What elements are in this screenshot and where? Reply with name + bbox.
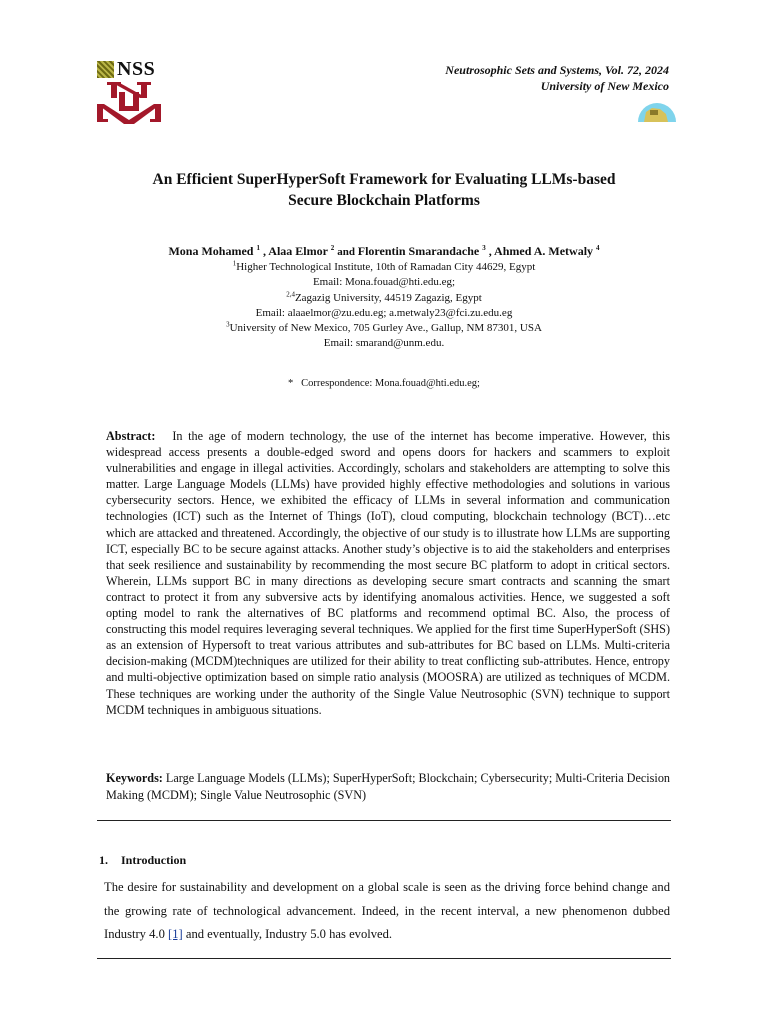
author-and: and [337, 246, 358, 258]
affiliation-line: $^1$Higher Technological Institute, 10th of Ramadan City 44629, Egypt [232, 259, 536, 273]
correspondence [60, 378, 708, 389]
section-divider [97, 820, 671, 821]
author-2-affil: 2 [330, 244, 335, 252]
intro-paragraph [104, 876, 670, 947]
nss-emblem-icon [97, 61, 114, 78]
author-list [60, 244, 708, 260]
page-bottom-divider [97, 958, 671, 959]
affiliations [60, 260, 708, 352]
journal-logo [97, 60, 167, 126]
intro-text-after: and eventually, Industry 5.0 has evolved. [182, 927, 393, 941]
author-3: Florentin Smarandache [357, 244, 480, 258]
correspondence-bullet: * [288, 378, 294, 389]
section-number: 1. [99, 853, 108, 867]
section-heading [99, 853, 186, 868]
keywords [106, 770, 670, 804]
section-title: Introduction [121, 853, 187, 867]
abstract-text: In the age of modern technology, the use of the internet has become imperative. However, this widespread access presents a double-edged sword and opens doors for hackers and scammers to exploit vulnerabilities and engage in illegal activities. Accordingly, scholars and stakeholders are attempting to solve this matter. Large Language Models (LLMs) have provided highly effective methodologies and solutions in various cybersecurity sectors. Hence, we exhibited the efficacy of LLMs in several information and communication technologies (ICT) such as the Internet of Things (IoT), cloud computing, blockchain technology (BCT)…etc which are attacked and threatened. Accordingly, the objective of our study is to illustrate how LLMs are supporting ICT, especially BC to be secure against attacks. Another study’s objective is to aid the stakeholders and enterprises that seek resilience and sustainability by recommending the most secure BC platform to adopt in critical sectors. Wherein, LLMs support BC in many directions as developing secure smart contracts and scanning the smart contract to protect it from any subversive acts by identifying anomalous activities. Hence, we suggested a soft opting model to rank the alternatives of BC platforms and recommend optimal BC. Also, the process of constructing this model requires leveraging several techniques. We applied for the first time SuperHyperSoft (SHS) as an extension of Hypersoft to treat various attributes and sub-attributes for BC based on LLMs. Multi-criteria decision-making (MCDM)techniques are utilized for their ability to treat conflicting sub-attributes. Hence, entropy and multi-objective optimization based on simple ratio analysis (MOOSRA) are utilized as techniques of MCDM. These techniques are working under the authority of the Single Value Neutrosophic (SVN) technique to support MCDM techniques in ambiguous situations. [106, 429, 671, 717]
university-name: University of New Mexico [540, 79, 669, 93]
abstract [106, 428, 670, 718]
affiliation-line: $^{2,4}$Zagazig University, 44519 Zagazig, Egypt [286, 289, 482, 304]
affiliation-email: Email: alaaelmor@zu.edu.eg; a.metwaly23@fci.zu.edu.eg [255, 306, 513, 319]
paper-title-line-2: Secure Blockchain Platforms [288, 192, 480, 209]
paper-title-line-1: An Efficient SuperHyperSoft Framework for Evaluating LLMs-based [152, 171, 616, 188]
keywords-label: Keywords: [106, 771, 163, 785]
affiliation-line: $^3$University of New Mexico, 705 Gurley Ave., Gallup, NM 87301, USA [226, 320, 542, 335]
abstract-label: Abstract: [106, 429, 156, 443]
author-1-affil: 1 [256, 244, 260, 252]
nss-logo-text: NSS [117, 58, 156, 80]
author-2: , Alaa Elmor [262, 244, 328, 258]
paper-title [60, 169, 708, 211]
unm-logo-icon [97, 82, 161, 124]
author-4: , Ahmed A. Metwaly [488, 244, 594, 258]
author-3-affil: 3 [482, 244, 486, 252]
keywords-text: Large Language Models (LLMs); SuperHyperSoft; Blockchain; Cybersecurity; Multi-Criteria Decision Making (MCDM); Single Value Neutrosophic (SVN) [106, 771, 671, 802]
author-1: Mona Mohamed [168, 244, 254, 258]
affiliation-email: Email: smarand@unm.edu. [323, 337, 445, 350]
citation-link[interactable]: [1] [168, 927, 183, 941]
journal-header [445, 62, 669, 94]
intro-text-before: The desire for sustainability and development on a global scale is seen as the driving force behind change and the growing rate of technological advancement. Indeed, in the recent interval, a new phenomenon dubbed Industry 4.0 [104, 880, 670, 941]
neutrosophic-emblem-icon [636, 100, 678, 122]
affiliation-email: Email: Mona.fouad@hti.edu.eg; [312, 276, 456, 289]
journal-citation: Neutrosophic Sets and Systems, Vol. 72, 2024 [445, 63, 669, 77]
author-4-affil: 4 [596, 244, 600, 252]
nss-logo [97, 60, 167, 78]
correspondence-text: Correspondence: Mona.fouad@hti.edu.eg; [301, 378, 480, 389]
